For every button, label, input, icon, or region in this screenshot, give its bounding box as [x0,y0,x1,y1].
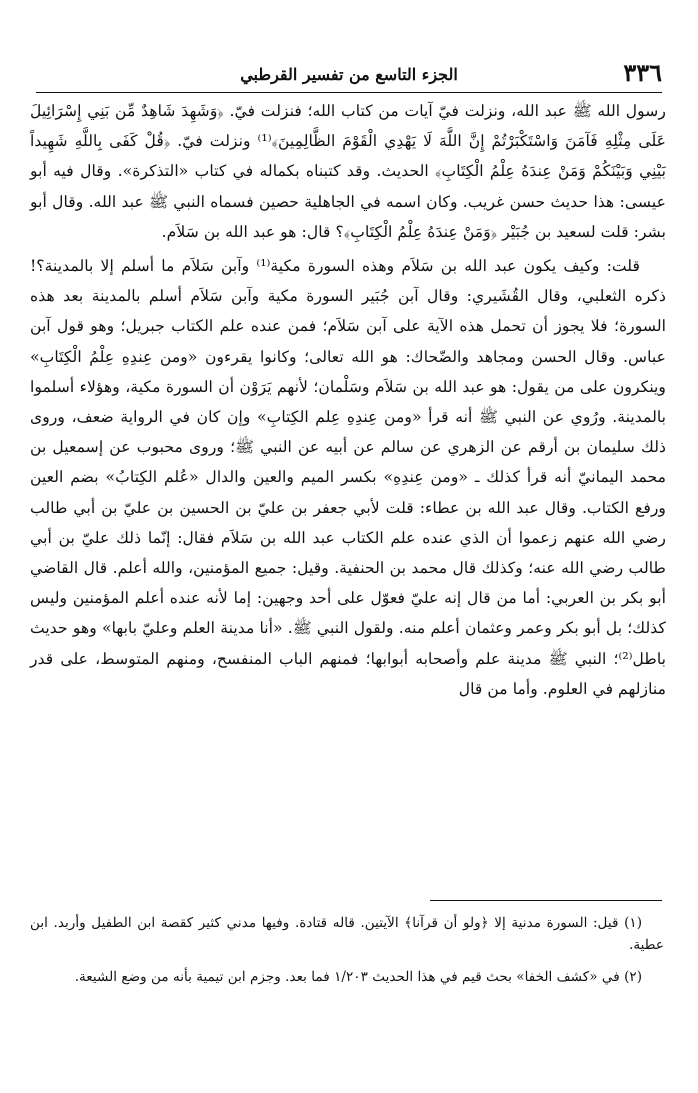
main-text [30,96,666,704]
running-title: الجزء التاسع من تفسير القرطبي [240,65,458,84]
footnotes [30,912,664,998]
footnote: (٢) في «كشف الخفا» بحث قيم في هذا الحديث ١/٢٠٣ فما بعد. وجزم ابن تيمية بأنه من وضع الشيعة. [74,969,642,985]
page-number: ٣٣٦ [623,58,662,87]
footnote-divider [430,900,662,901]
footnote: (١) قيل: السورة مدنية إلا ﴿ولو أن قرآنا﴾ الآيتين. قاله قتادة. وفيها مدني كثير كقصة ابن الطفيل وأربد. ابن عطية. [30,915,664,953]
paragraph: قلت: وكيف يكون عبد الله بن سَلاَم وهذه السورة مكية⁽¹⁾ وآبن سَلاَم ما أسلم إلا بالمدينة؟! ذكره الثعلبي، وقال القُشَيري: وقال آبن جُبَير السورة مكية وآبن سَلاَم أسلم بالمدينة بعد هذه السورة؛ فلا يجوز أن تحمل هذه الآية على آبن سَلاَم؛ فمن عنده علم الكتاب جبريل؛ وهو قول آبن عباس. وقال الحسن ومجاهد والضّحاك: هو الله تعالى؛ وكانوا يقرءون «ومن عِندِهِ عِلْمُ الْكِتَابِ» وينكرون على من يقول: هو عبد الله بن سَلاَم وسَلْمان؛ لأنهم يَرَوْن أن السورة مكية، وهؤلاء أسلموا بالمدينة. ورُوي عن النبي ﷺ أنه قرأ «ومن عِندِهِ عِلم الكِتابِ» وإن كان في الرواية ضعف، وروى ذلك سليمان بن أرقم عن الزهري عن سالم عن أبيه عن النبي ﷺ؛ وروى محبوب عن إسمعيل بن محمد اليمانيّ أنه قرأ كذلك ـ «ومن عِندِهِ» بكسر الميم والعين والدال «عُلم الكِتابُ» بضم العين ورفع الكتاب. وقال عبد الله بن عطاء: قلت لأبي جعفر بن عليّ بن الحسين بن عليّ بن أبي طالب رضي الله عنهم زعموا أن الذي عنده علم الكتاب عبد الله بن سَلاَم فقال: إنّما ذلك عليّ بن أبي طالب رضي الله عنه؛ وكذلك قال محمد بن الحنفية. وقيل: جميع المؤمنين، والله أعلم. قال القاضي أبو بكر بن العربي: أما من قال إنه عليّ فعوّل على أحد وجهين: إما لأنه عنده أعلم المؤمنين وليس كذلك؛ بل أبو بكر وعمر وعثمان أعلم منه. ولقول النبي ﷺ. «أنا مدينة العلم وعليّ بابها» وهو حديث باطل⁽²⁾؛ النبي ﷺ مدينة علم وأصحابه أبوابها؛ فمنهم الباب المنفسح، ومنهم المتوسط، على قدر منازلهم في العلوم. وأما من قال [30,256,666,698]
page-header [36,58,662,93]
paragraph: رسول الله ﷺ عبد الله، ونزلت فيّ آيات من كتاب الله؛ فنزلت فيّ. ﴿وَشَهِدَ شَاهِدٌ مِّن بَنِي إِسْرَائِيلَ عَلَى مِثْلِهِ فَآمَنَ وَاسْتَكْبَرْتُمْ إِنَّ اللَّهَ لَا يَهْدِي الْقَوْمَ الظَّالِمِينَ﴾⁽¹⁾ ونزلت فيّ. ﴿قُلْ كَفَى بِاللَّهِ شَهِيداً بَيْنِي وَبَيْنَكُمْ وَمَنْ عِندَهُ عِلْمُ الْكِتَابِ﴾ الحديث. وقد كتبناه بكماله في كتاب «التذكرة». وقال فيه أبو عيسى: هذا حديث حسن غريب. وكان اسمه في الجاهلية حصين فسماه النبي ﷺ عبد الله. وقال أبو بشر: قلت لسعيد بن جُبَيْر ﴿وَمَنْ عِندَهُ عِلْمُ الْكِتَابِ﴾؟ قال: هو عبد الله بن سَلاَم. [30,101,667,241]
